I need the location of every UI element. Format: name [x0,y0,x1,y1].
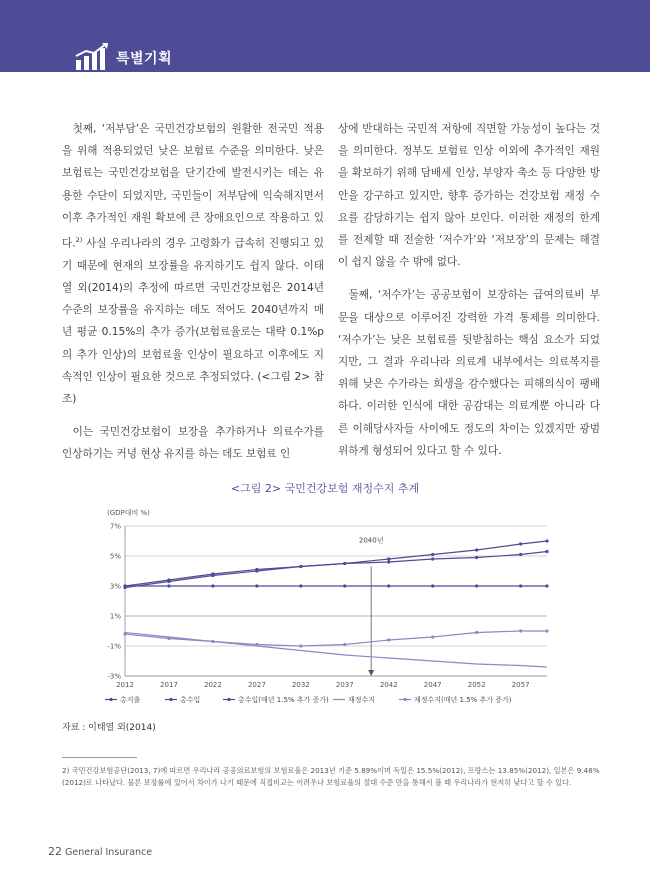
legend-marker [403,698,406,701]
text-column-left [62,118,324,477]
y-tick-label: 5% [109,552,121,561]
y-tick-label: 7% [109,522,121,531]
data-point [255,584,258,587]
x-tick-label: 2047 [423,681,442,689]
figure-title: <그림 2> 국민건강보험 재정수지 추계 [230,482,420,495]
legend-marker [169,698,172,701]
data-point [299,584,302,587]
data-point [123,632,126,635]
legend-label: 총수입(매년 1.5% 추가 증가) [238,696,329,704]
data-point [545,539,548,542]
x-tick-label: 2022 [204,681,222,689]
data-point [211,640,214,643]
data-point [431,553,434,556]
data-point [475,584,478,587]
data-point [211,584,214,587]
section-header [0,0,650,72]
text-column-right [338,118,600,473]
y-tick-label: -1% [107,642,121,651]
data-point [475,631,478,634]
data-point [475,556,478,559]
data-point [255,568,258,571]
paragraph: 상에 반대하는 국민적 저항에 직면할 가능성이 높다는 것을 의미한다. 정부도 보험료 인상 이외에 추가적인 재원을 확보하기 위해 담배세 인상, 부양자 축소 등 다양한 방안을 강구하고 있지만, 향후 증가하는 건강보험 재정 수요를 감당하기는 쉽지 않아 보인다. 이러한 재정의 한계를 전제할 때 전술한 ‘저수가’와 ‘저보장’의 문제는 해결이 쉽지 않을 수 밖에 없다. [338,123,600,269]
footnote: 2) 국민건강보험공단(2013, 7)에 따르면 우리나라 공공의료보험의 보험료율은 2013년 기준 5.89%이며 독일은 15.5%(2012), 프랑스는 13.85%(2012), 일본은 9.48%(2012)로 나타났다. 물론 보장률에 있어서 차이가 나기 때문에 직접비교는 어려우나 보험료율의 절대 수준 만을 통해서 볼 때 우리나라가 현저히 낮다고 할 수 있다. [62,766,600,787]
data-point [167,584,170,587]
data-point [519,553,522,556]
x-tick-label: 2057 [511,681,530,689]
data-point [123,584,126,587]
legend-label: 재정수지(매년 1.5% 추가 증가) [414,696,512,704]
data-point [545,550,548,553]
data-point [211,572,214,575]
y-tick-label: 3% [109,582,121,591]
data-point [343,584,346,587]
x-tick-label: 2037 [335,681,354,689]
data-point [343,562,346,565]
paragraph: 이는 국민건강보험이 보장을 추가하거나 의료수가를 인상하기는 커녕 현상 유지를 하는 데도 보험료 인 [62,426,324,461]
bar-chart-trend-icon [74,42,110,72]
annotation-arrow [368,670,374,676]
series-line [125,552,547,587]
section-title: 특별기획 [116,51,173,67]
publication-name: General Insurance [65,847,153,858]
legend-label: 총수입 [180,696,201,704]
data-point [299,644,302,647]
data-point [255,643,258,646]
data-point [167,637,170,640]
data-point [519,629,522,632]
data-point [167,578,170,581]
y-tick-label: -3% [107,672,121,681]
footnote-ref: 2) [75,236,83,245]
data-point [387,638,390,641]
legend-label: 총지출 [120,696,141,704]
page-footer [48,845,152,858]
data-point [387,584,390,587]
data-point [545,584,548,587]
y-tick-label: 1% [109,612,121,621]
legend-marker [109,698,112,701]
data-point [343,643,346,646]
x-tick-label: 2017 [160,681,178,689]
data-point [387,557,390,560]
data-point [545,629,548,632]
page-number: 22 [48,845,62,858]
series-line [125,633,547,668]
legend-label: 재정수지 [348,696,376,704]
x-tick-label: 2052 [467,681,486,689]
data-point [299,565,302,568]
x-tick-label: 2012 [116,681,134,689]
data-point [431,557,434,560]
annotation-label: 2040년 [358,536,384,545]
paragraph [62,118,324,410]
paragraph-text: 사실 우리나라의 경우 고령화가 급속히 진행되고 있기 때문에 현재의 보장률을 유지하기도 쉽지 않다. 이태열 외(2014)의 추정에 따르면 국민건강보험은 2014년 수준의 보장률을 유지하는 데도 적어도 2040년까지 매년 평균 0.15%의 추가 증가(보험료율로는 대략 0.1%p의 추가 인상)의 보험료율 인상이 필요하고 이후에도 지속적인 인상이 필요한 것으로 추정되었다. (<그림 2> 참조) [62,237,324,405]
paragraph-text: 첫째, ‘저부담’은 국민건강보험의 원활한 전국민 적용을 위해 적용되었던 낮은 보험료 수준을 의미한다. 낮은 보험료는 국민건강보험을 단기간에 발전시키는 데는 유용한 수단이 되었지만, 국민들이 저부담에 익숙해지면서 이후 추가적인 재원 확보에 큰 장애요인으로 작용하고 있다. [62,123,324,250]
legend-marker [227,698,230,701]
x-tick-label: 2032 [291,681,310,689]
data-point [431,584,434,587]
paragraph: 둘째, ‘저수가’는 공공보험이 보장하는 급여의료비 부문을 대상으로 이루어진 강력한 가격 통제를 의미한다. ‘저수가’는 낮은 보험료를 뒷받침하는 핵심 요소가 되었지만, 그 결과 우리나라 의료계 내부에서는 의료복지를 위해 낮은 수가라는 희생을 감수했다는 피해의식이 팽배하다. 이러한 인식에 대한 공감대는 의료계뿐 아니라 다른 이해당사자들 사이에도 정도의 차이는 있겠지만 광범위하게 형성되어 있다고 할 수 있다. [338,289,600,457]
x-tick-label: 2042 [379,681,398,689]
footnote-divider [62,757,137,758]
x-tick-label: 2027 [247,681,266,689]
data-point [431,635,434,638]
data-point [387,560,390,563]
data-point [519,584,522,587]
data-point [519,542,522,545]
fiscal-balance-chart [95,508,565,713]
data-point [475,548,478,551]
y-axis-label: (GDP대비 %) [107,509,150,517]
figure-source: 자료 : 이태열 외(2014) [62,723,156,733]
